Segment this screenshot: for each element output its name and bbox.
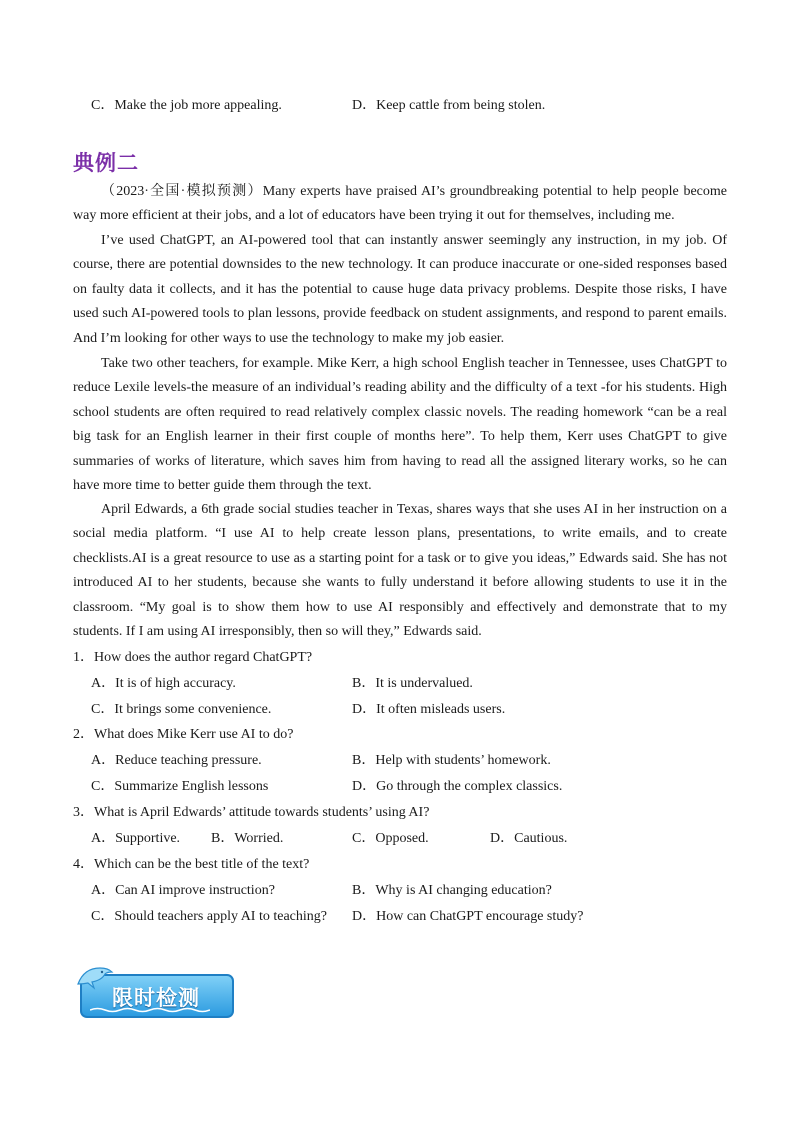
question-2-option-d[interactable]: D．Go through the complex classics. (352, 779, 563, 794)
question-2-option-a[interactable]: A．Reduce teaching pressure. (91, 753, 262, 768)
question-2-option-b[interactable]: B．Help with students’ homework. (352, 753, 551, 768)
question-4-option-c[interactable]: C．Should teachers apply AI to teaching? (91, 909, 327, 924)
dolphin-icon (74, 962, 114, 992)
question-3-option-c[interactable]: C．Opposed. (352, 831, 429, 846)
prev-option-c: C．Make the job more appealing. (91, 98, 282, 113)
wave-icon (90, 1007, 210, 1013)
question-3-option-d[interactable]: D．Cautious. (490, 831, 568, 846)
section-title: 典例二 (73, 151, 139, 175)
prev-option-d: D．Keep cattle from being stolen. (352, 98, 546, 113)
question-2-stem: 2．What does Mike Kerr use AI to do? (73, 727, 294, 742)
question-4-option-d[interactable]: D．How can ChatGPT encourage study? (352, 909, 584, 924)
passage-paragraph-1: （2023·全国·模拟预测）Many experts have praised AI’s groundbreaking potential to help people become way more efficient at their jobs, and a lot of educators have been trying it out for themselves, including me. (73, 184, 727, 224)
question-1-stem: 1．How does the author regard ChatGPT? (73, 650, 313, 665)
passage-paragraph-3: Take two other teachers, for example. Mike Kerr, a high school English teacher in Tennessee, uses ChatGPT to reduce Lexile levels-the measure of an individual’s reading ability and the difficulty of a text -for his students. High school students are often required to read relatively complex classic novels. The reading homework “can be a real big task for an English learner in their first couple of months here”. To help them, Kerr uses ChatGPT to give summaries of works of literature, which saves him from having to read all the assigned literary works, so he can have more time to better guide them through the text. (73, 356, 727, 494)
question-2-option-c[interactable]: C．Summarize English lessons (91, 779, 269, 794)
question-3-stem: 3．What is April Edwards’ attitude towards students’ using AI? (73, 805, 430, 820)
question-1-option-a[interactable]: A．It is of high accuracy. (91, 676, 236, 691)
question-3-option-a[interactable]: A．Supportive. (91, 831, 181, 846)
question-4-stem: 4．Which can be the best title of the text? (73, 857, 310, 872)
question-1-option-c[interactable]: C．It brings some convenience. (91, 702, 272, 717)
badge-label: 限时检测 (112, 986, 200, 1010)
timed-test-badge (74, 962, 240, 1022)
question-4-option-a[interactable]: A．Can AI improve instruction? (91, 883, 275, 898)
question-3-option-b[interactable]: B．Worried. (211, 831, 284, 846)
passage-paragraph-4: April Edwards, a 6th grade social studies teacher in Texas, shares ways that she uses AI in her instruction on a social media platform. “I use AI to help create lesson plans, presentations, to write emails, and to create checklists.AI is a great resource to use as a starting point for a task or to give you ideas,” Edwards said. She has not introduced AI to her students, because she wants to fully understand it before allowing students to use it in the classroom. “My goal is to show them how to use AI responsibly and effectively and demonstrate that to my students. If I am using AI irresponsibly, then so will they,” Edwards said. (73, 502, 727, 640)
question-1-option-b[interactable]: B．It is undervalued. (352, 676, 473, 691)
question-4-option-b[interactable]: B．Why is AI changing education? (352, 883, 552, 898)
passage-paragraph-2: I’ve used ChatGPT, an AI-powered tool that can instantly answer seemingly any instruction, in my job. Of course, there are potential downsides to the new technology. It can produce inaccurate or one-sided responses based on faulty data it collects, and it has the potential to cause huge data privacy problems. Despite those risks, I have used such AI-powered tools to plan lessons, provide feedback on student assignments, and respond to parent emails. And I’m looking for other ways to use the technology to make my job easier. (73, 233, 727, 346)
question-1-option-d[interactable]: D．It often misleads users. (352, 702, 506, 717)
